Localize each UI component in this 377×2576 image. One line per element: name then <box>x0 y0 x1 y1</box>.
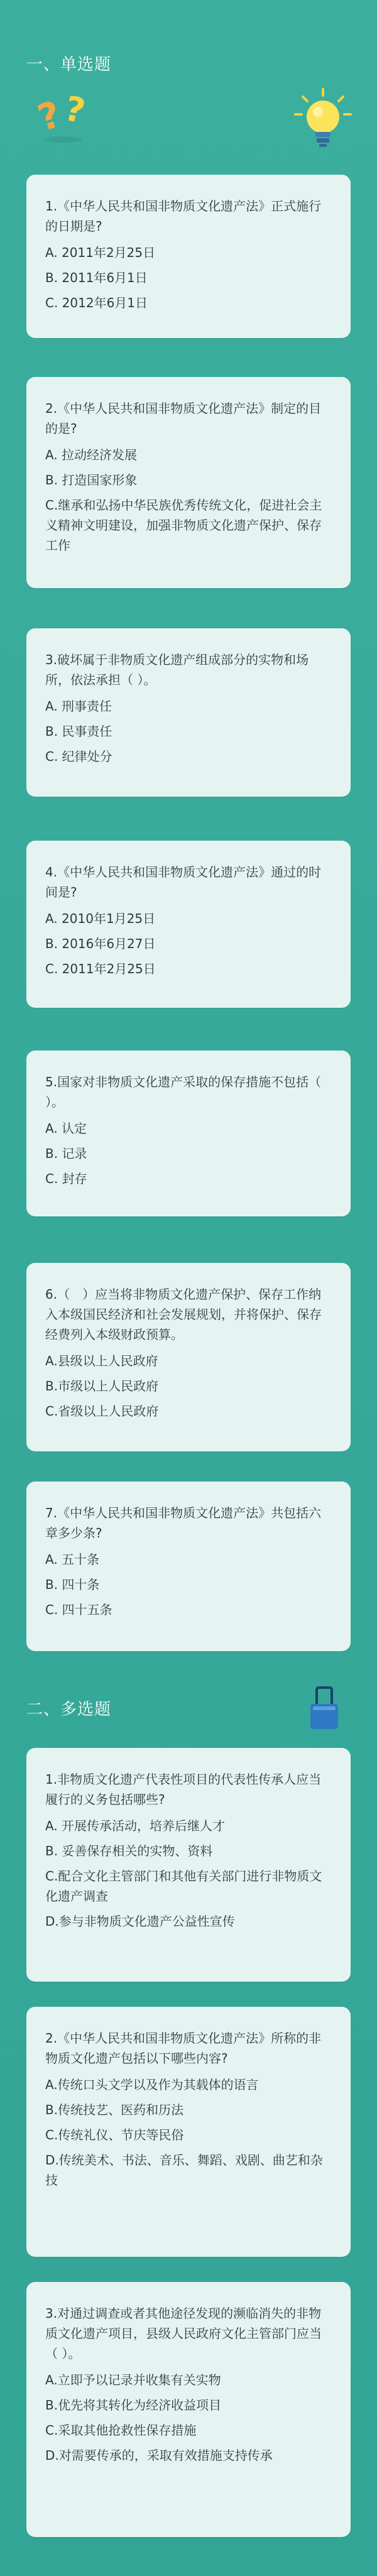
question-card <box>26 1482 351 1651</box>
answer-option[interactable]: B.市级以上人民政府 <box>45 1378 159 1394</box>
answer-option[interactable]: B. 妥善保存相关的实物、资料 <box>45 1843 213 1858</box>
answer-option[interactable]: B. 打造国家形象 <box>45 472 138 488</box>
binder-clip-icon <box>308 1686 341 1730</box>
question-card <box>26 377 351 588</box>
question-marks-icon <box>32 88 102 146</box>
answer-option[interactable]: C.采取其他抢救性保存措施 <box>45 2423 197 2438</box>
answer-option[interactable]: C. 2012年6月1日 <box>45 295 148 310</box>
answer-option[interactable]: A. 五十条 <box>45 1552 100 1567</box>
answer-option[interactable]: C.继承和弘扬中华民族优秀传统文化，促进社会主义精神文明建设，加强非物质文化遗产保护、保存工作 <box>45 498 322 553</box>
question-card <box>26 2007 351 2257</box>
answer-option[interactable]: A.传统口头文学以及作为其载体的语言 <box>45 2077 259 2092</box>
question-card <box>26 2282 351 2537</box>
answer-option[interactable]: C. 封存 <box>45 1171 87 1186</box>
question-text: 2.《中华人民共和国非物质文化遗产法》制定的目的是? <box>45 401 322 436</box>
section-title-single-choice: 一、单选题 <box>26 55 112 74</box>
question-text: 1.《中华人民共和国非物质文化遗产法》正式施行的日期是? <box>45 199 322 234</box>
answer-option[interactable]: A.立即予以记录并收集有关实物 <box>45 2372 221 2388</box>
answer-option[interactable]: D.参与非物质文化遗产公益性宣传 <box>45 1914 235 1929</box>
section-title-multiple-choice: 二、多选题 <box>26 1700 112 1719</box>
answer-option[interactable]: A. 认定 <box>45 1121 87 1136</box>
question-text: 1.非物质文化遗产代表性项目的代表性传承人应当履行的义务包括哪些? <box>45 1772 322 1807</box>
question-text: 2.《中华人民共和国非物质文化遗产法》所称的非物质文化遗产包括以下哪些内容? <box>45 2031 322 2066</box>
answer-option[interactable]: B. 记录 <box>45 1146 87 1161</box>
question-card <box>26 1263 351 1451</box>
answer-option[interactable]: B. 2016年6月27日 <box>45 936 156 951</box>
question-card <box>26 1748 351 1982</box>
answer-option[interactable]: C.配合文化主管部门和其他有关部门进行非物质文化遗产调查 <box>45 1869 322 1904</box>
question-card <box>26 841 351 1008</box>
answer-option[interactable]: C. 2011年2月25日 <box>45 961 156 976</box>
answer-option[interactable]: C. 纪律处分 <box>45 749 112 764</box>
question-card <box>26 175 351 338</box>
answer-option[interactable]: C. 四十五条 <box>45 1602 112 1617</box>
answer-option[interactable]: A.县级以上人民政府 <box>45 1353 158 1368</box>
answer-option[interactable]: B. 四十条 <box>45 1577 100 1592</box>
question-text: 3.破坏属于非物质文化遗产组成部分的实物和场所，依法承担（ ）。 <box>45 652 309 687</box>
question-card <box>26 628 351 797</box>
question-card <box>26 1051 351 1216</box>
question-text: 5.国家对非物质文化遗产采取的保存措施不包括（ ）。 <box>45 1074 322 1110</box>
answer-option[interactable]: C.省级以上人民政府 <box>45 1404 159 1419</box>
question-text: 4.《中华人民共和国非物质文化遗产法》通过的时间是? <box>45 865 322 900</box>
answer-option[interactable]: D.传统美术、书法、音乐、舞蹈、戏剧、曲艺和杂技 <box>45 2153 323 2188</box>
svg-text:?: ? <box>32 92 66 140</box>
answer-option[interactable]: A. 2011年2月25日 <box>45 245 156 260</box>
answer-option[interactable]: A. 2010年1月25日 <box>45 911 156 926</box>
answer-option[interactable]: A. 刑事责任 <box>45 699 112 714</box>
answer-option[interactable]: B. 2011年6月1日 <box>45 270 148 285</box>
question-text: 3.对通过调查或者其他途径发现的濒临消失的非物质文化遗产项目，县级人民政府文化主管部门应当（ ）。 <box>45 2306 322 2361</box>
answer-option[interactable]: D.对需要传承的，采取有效措施支持传承 <box>45 2448 273 2463</box>
question-text: 7.《中华人民共和国非物质文化遗产法》共包括六章多少条? <box>45 1505 322 1541</box>
answer-option[interactable]: B.优先将其转化为经济收益项目 <box>45 2398 222 2413</box>
answer-option[interactable]: B.传统技艺、医药和历法 <box>45 2102 184 2117</box>
answer-option[interactable]: C.传统礼仪、节庆等民俗 <box>45 2127 184 2142</box>
answer-option[interactable]: A. 开展传承活动，培养后继人才 <box>45 1818 226 1833</box>
svg-text:?: ? <box>61 88 89 131</box>
lightbulb-icon <box>293 87 353 156</box>
question-text: 6.（ ）应当将非物质文化遗产保护、保存工作纳入本级国民经济和社会发展规划，并将保护、保存经费列入本级财政预算。 <box>45 1287 322 1342</box>
answer-option[interactable]: A. 拉动经济发展 <box>45 447 138 462</box>
answer-option[interactable]: B. 民事责任 <box>45 724 112 739</box>
